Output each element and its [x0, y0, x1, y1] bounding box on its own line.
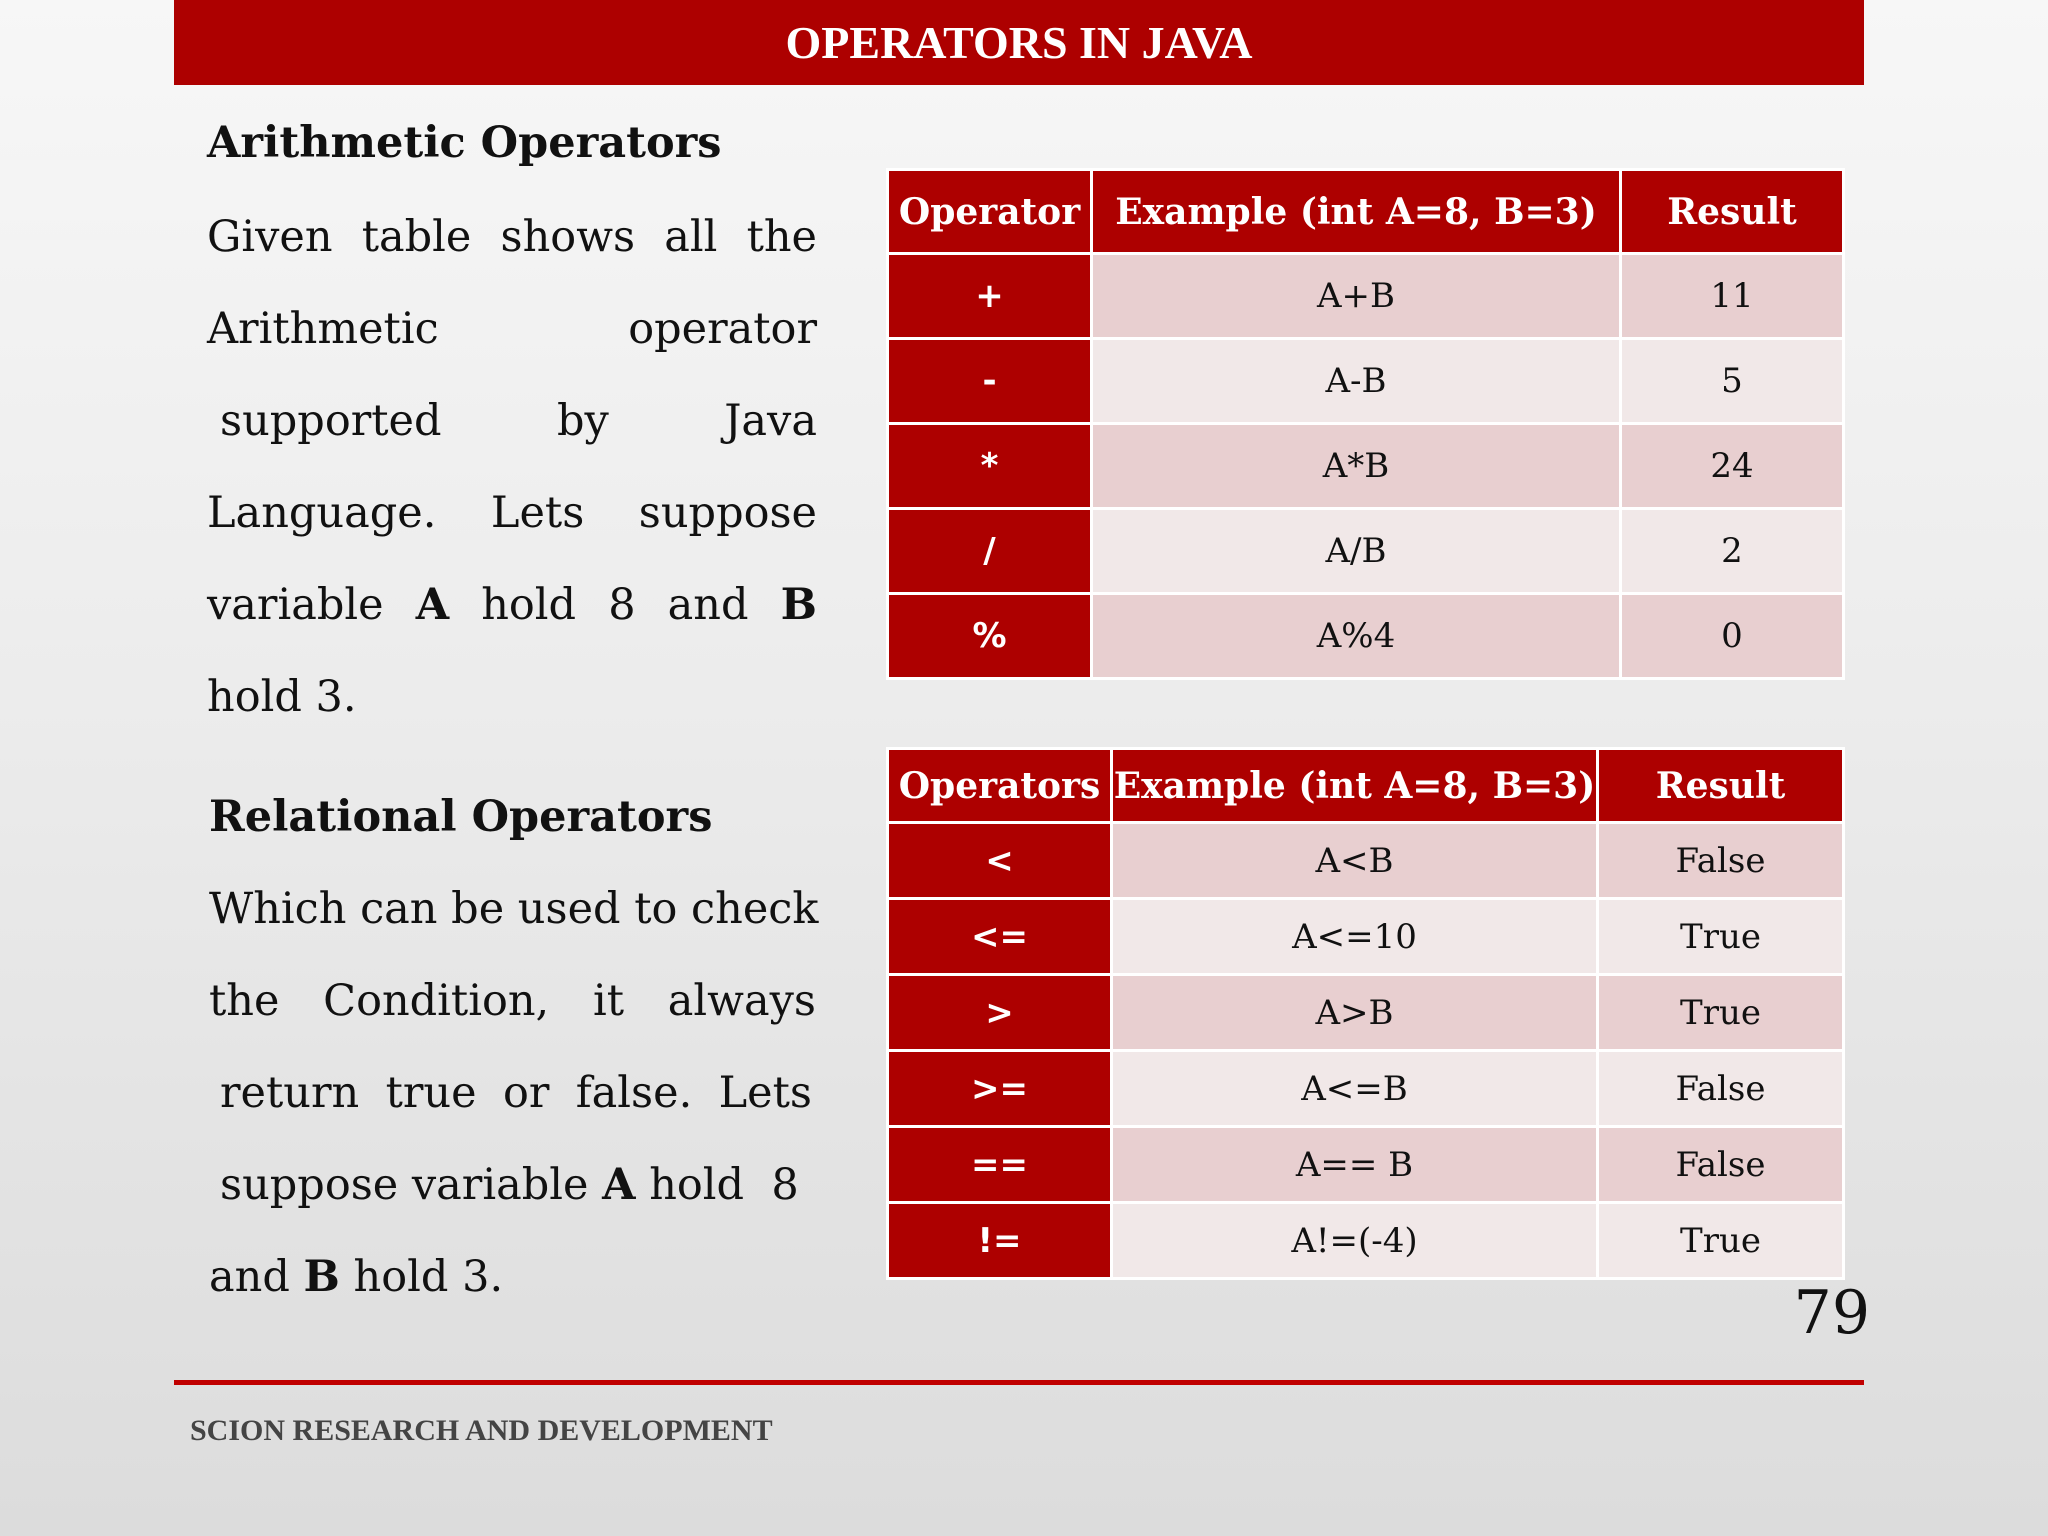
word: false.	[575, 1068, 693, 1118]
operator-cell: <	[888, 823, 1112, 899]
word: suppose	[638, 488, 817, 538]
page-number: 79	[1793, 1278, 1870, 1348]
variable-a: A	[415, 580, 450, 630]
relational-operators-table	[886, 747, 1845, 1280]
arithmetic-text-line-2	[207, 304, 817, 354]
word: Lets	[490, 488, 585, 538]
table-row	[888, 254, 1844, 339]
slide-title: OPERATORS IN JAVA	[785, 17, 1253, 68]
table-row	[888, 339, 1844, 424]
arithmetic-text-line-6	[207, 672, 357, 722]
word: hold 3.	[339, 1252, 504, 1302]
result-cell: 0	[1621, 594, 1844, 679]
word: 8	[608, 580, 636, 630]
table-row	[888, 1127, 1844, 1203]
example-cell: A<B	[1112, 823, 1598, 899]
result-cell: True	[1598, 1203, 1844, 1279]
operator-cell: +	[888, 254, 1092, 339]
table-row	[888, 509, 1844, 594]
word: Java	[724, 396, 817, 446]
result-cell: 5	[1621, 339, 1844, 424]
operator-cell: >	[888, 975, 1112, 1051]
word: shows	[500, 212, 636, 262]
header-operators: Operators	[888, 749, 1112, 823]
result-cell: True	[1598, 899, 1844, 975]
arithmetic-text-line-4	[207, 488, 817, 538]
operator-cell: %	[888, 594, 1092, 679]
word: Lets	[718, 1068, 812, 1118]
word: the	[746, 212, 817, 262]
operator-cell: ==	[888, 1127, 1112, 1203]
arithmetic-heading: Arithmetic Operators	[207, 118, 722, 168]
relational-text-line-2	[209, 976, 816, 1026]
word: Language.	[207, 488, 437, 538]
word: the	[209, 976, 280, 1026]
word: operator	[628, 304, 817, 354]
word: true	[385, 1068, 477, 1118]
example-cell: A+B	[1092, 254, 1621, 339]
example-cell: A%4	[1092, 594, 1621, 679]
word: suppose variable	[220, 1160, 603, 1210]
result-cell: False	[1598, 823, 1844, 899]
operator-cell: >=	[888, 1051, 1112, 1127]
header-example: Example (int A=8, B=3)	[1092, 170, 1621, 254]
arithmetic-operators-table	[886, 168, 1845, 680]
result-cell: False	[1598, 1127, 1844, 1203]
word: return	[220, 1068, 360, 1118]
result-cell: 24	[1621, 424, 1844, 509]
header-operator: Operator	[888, 170, 1092, 254]
table-row	[888, 594, 1844, 679]
result-cell: False	[1598, 1051, 1844, 1127]
example-cell: A*B	[1092, 424, 1621, 509]
word: by	[556, 396, 609, 446]
word: hold 8	[635, 1160, 799, 1210]
result-cell: True	[1598, 975, 1844, 1051]
example-cell: A-B	[1092, 339, 1621, 424]
table-header-row	[888, 749, 1844, 823]
word: supported	[220, 396, 442, 446]
variable-b: B	[303, 1252, 340, 1302]
table-row	[888, 1203, 1844, 1279]
operator-cell: -	[888, 339, 1092, 424]
word: and	[209, 1252, 304, 1302]
operator-cell: <=	[888, 899, 1112, 975]
footer-organization: SCION RESEARCH AND DEVELOPMENT	[190, 1414, 773, 1447]
example-cell: A<=B	[1112, 1051, 1598, 1127]
header-example: Example (int A=8, B=3)	[1112, 749, 1598, 823]
word: all	[664, 212, 718, 262]
table-row	[888, 899, 1844, 975]
arithmetic-text-line-5	[207, 580, 817, 630]
table-row	[888, 1051, 1844, 1127]
header-result: Result	[1598, 749, 1844, 823]
result-cell: 11	[1621, 254, 1844, 339]
example-cell: A== B	[1112, 1127, 1598, 1203]
word: table	[361, 212, 472, 262]
example-cell: A/B	[1092, 509, 1621, 594]
word: Arithmetic	[207, 304, 439, 354]
word: or	[502, 1068, 550, 1118]
operator-cell: /	[888, 509, 1092, 594]
example-cell: A!=(-4)	[1112, 1203, 1598, 1279]
variable-b: B	[780, 580, 817, 630]
header-result: Result	[1621, 170, 1844, 254]
result-cell: 2	[1621, 509, 1844, 594]
table-header-row	[888, 170, 1844, 254]
operator-cell: *	[888, 424, 1092, 509]
word: hold 3.	[207, 672, 357, 722]
word: always	[667, 976, 816, 1026]
table-row	[888, 823, 1844, 899]
word: hold	[481, 580, 577, 630]
word: it	[592, 976, 625, 1026]
word: Given	[207, 212, 333, 262]
word: Condition,	[323, 976, 550, 1026]
word: Which can be used to check	[209, 884, 819, 934]
example-cell: A>B	[1112, 975, 1598, 1051]
table-row	[888, 424, 1844, 509]
relational-text-line-4	[220, 1160, 799, 1210]
variable-a: A	[602, 1160, 636, 1210]
operator-cell: !=	[888, 1203, 1112, 1279]
relational-text-line-1	[209, 884, 818, 934]
example-cell: A<=10	[1112, 899, 1598, 975]
slide-title-bar	[174, 0, 1864, 85]
footer-divider	[174, 1380, 1864, 1385]
table-row	[888, 975, 1844, 1051]
word: and	[667, 580, 749, 630]
relational-heading: Relational Operators	[209, 792, 713, 842]
arithmetic-text-line-1	[207, 212, 817, 262]
relational-text-line-5	[209, 1252, 503, 1302]
arithmetic-text-line-3	[220, 396, 817, 446]
word: variable	[207, 580, 384, 630]
relational-text-line-3	[220, 1068, 812, 1118]
